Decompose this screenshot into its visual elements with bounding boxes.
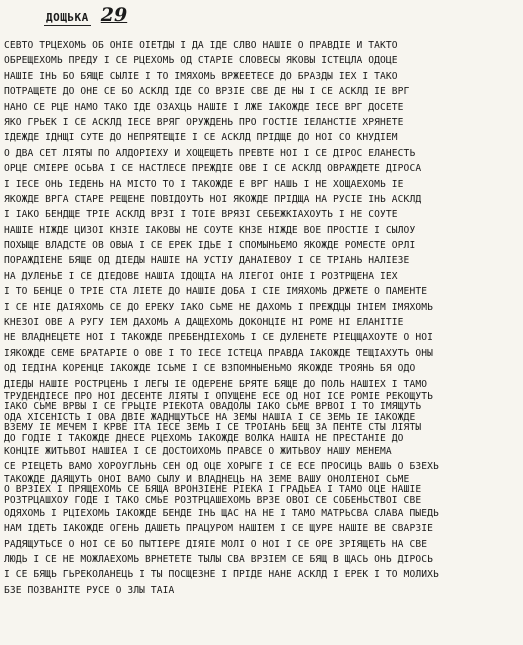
text-line: ПОРАЖДІЕНЕ БЯЩЕ ОД ДІЕДЫ НАШІЕ НА УСТІУ ДАНАІЕВОУ І СЕ ТРІАНЬ НАЛІЕЗЕ [4,255,410,267]
text-line: ТАКОЖДЕ ДАЯЩУТЬ ОНОІ ВАМО СЫЛУ И ВЛАДНЕЦЬ НА ЗЕМЕ ВАШУ ОНОЛІЕНОІ СЬМЕ [4,474,410,485]
document-title: ДОЩЬКА [46,11,89,24]
text-line: ОДА ХІСЕНІСТЬ І ОВА ДВІЕ ЖАДНЩУТЬСЕ НА ЗЕМЫ НАШІА І СЕ ЗЕМЬ ІЕ ІАКОЖДЕ [4,412,416,423]
text-line: РОЗТРЦАШХОУ ГОДЕ І ТАКО СМЬЕ РОЗТРЦАШЕХОМЬ ВРЗЕ ОВОІ СЕ СОБЕНЬСТВОІ СВЕ [4,495,422,506]
text-line: ІАКО СЬМЕ ВРВЫ І СЕ ГРЬЦІЕ РІЕКОТА ОВАДОЛЫ ІАКО СЬМЕ ВРВОІ І ТО ІМЯЩУТЬ [4,402,422,413]
text-line: ЛЮДЬ І СЕ НЕ МОЖЛАЕХОМЬ ВРНЕТЕТЕ ТЫЛЫ СВА ВРЗІЕМ СЕ БЯЩ В ЩАСЬ ОНЬ ДІРОСЬ [4,554,433,566]
text-line: ЯКО ГРЬЕК І СЕ АСКЛД ІЕСЕ ВРЯГ ОРУЖДЕНЬ ПРО ГОСТІЕ ІЕЛАНСТІЕ ХРЯНЕТЕ [4,116,404,128]
page-number: 29 [100,4,128,26]
text-line: ОДЯХОМЬ І РЦІЕХОМЬ ІАКОЖДЕ БЕНДЕ ІНЬ ЩАС НА НЕ І ТАМО МАТРЬСВА СЛАВА ПЫЕДЬ [4,507,439,519]
text-line: І ТО БЕНЦЕ О ТРІЕ СТА ЛІЕТЕ ДО НАШІЕ ДОБА І СІЕ ІМЯХОМЬ ДРЖЕТЕ О ПАМЕНТЕ [4,286,428,298]
text-line: БЗЕ ПОЗВАНІТЕ РУСЕ О ЗЛЫ ТАІА [4,584,175,596]
text-line: ТРУДЕНДІЕСЕ ПРО НОІ ДЕСЕНТЕ ЛІЯТЫ І ОПУЩЕНЕ ЕСЕ ОД НОІ ІСЕ РОМІЕ РЕКОЩУТЬ [4,391,433,402]
text-line: КОНЦІЕ ЖИТЬВОІ НАШІЕА І СЕ ДОСТОИХОМЬ ПРАВСЕ О ЖИТЬВОУ НАШУ МЕНЕМА [4,445,392,457]
text-line: І ІЕСЕ ОНЬ ІЕДЕНЬ НА МІСТО ТО І ТАКОЖДЕ Е ВРГ НАШЬ І НЕ ХОЩАЕХОМЬ ІЕ [4,178,404,190]
text-line: НАШІЕ НІЖДЕ ЦИЗОІ КНЗІЕ ІАКОВЫ НЕ СОУТЕ КНЗЕ НІЖДЕ ВОЕ ПРОСТІЕ І СЫЛОУ [4,224,416,236]
text-line: ІЯКОЖДЕ СЕМЕ БРАТАРІЕ О ОВЕ І ТО ІЕСЕ ІСТЕЦА ПРАВДА ІАКОЖДЕ ТЕЩІАХУТЬ ОНЫ [4,347,433,359]
text-line: НЕ ВЛАДНЕЦЕТЕ НОІ І ТАКОЖДЕ ПРЕБЕНДІЕХОМЬ І СЕ ДУЛЕНЕТЕ РІЕЦЩАХОУТЕ О НОІ [4,332,433,344]
text-line: ІДЕЖДЕ ІДНЩІ СУТЕ ДО НЕПРЯТЕЩІЕ І СЕ АСКЛД ПРІДЩЕ ДО НОІ СО КНУДІЕМ [4,132,398,144]
text-line: О ВРЗІЕХ І ПРЯЩЕХОМЬ СЕ БЯЩА ВРОНЗІЕНЕ РІЕКА І ГРАДЬЕА І ТАМО ОЦЕ НАШІЕ [4,485,422,496]
text-line: СЕ РІЕЦЕТЬ ВАМО ХОРОУГЛЬНЬ СЕН ОД ОЦЕ ХОРЫГЕ І СЕ ЕСЕ ПРОСИЦЬ ВАШЬ О БЗЕХЬ [4,461,439,473]
text-line: КНЕЗОІ ОВЕ А РУГУ ІЕМ ДАХОМЬ А ДАЩЕХОМЬ ДОКОНЦІЕ НІ РОМЕ НІ ЕЛАНІТІЕ [4,317,404,329]
text-line: І СЕ НІЕ ДАІЯХОМЬ СЕ ДО ЕРЕКУ ІАКО СЬМЕ НЕ ДАХОМЬ І ПРЕЖДЦЫ ІНІЕМ ІМЯХОМЬ [4,301,433,313]
text-line: І СЕ БЯЩЬ ГЬРЕКОЛАНЕЦЬ І ТЫ ПОСЩЕЗНЕ І ПРІДЕ НАНЕ АСКЛД І ЕРЕК І ТО МОЛИХЬ [4,569,439,581]
text-line: НАМ ІДЕТЬ ІАКОЖДЕ ОГЕНЬ ДАШЕТЬ ПРАЦУРОМ НАШІЕМ І СЕ ЩУРЕ НАШІЕ ВЕ СВАРЗІЕ [4,523,433,535]
text-line: І ІАКО БЕНДЩЕ ТРІЕ АСКЛД ВРЗІ І ТОІЕ ВРЯЗІ СЕБЕЖКІАХОУТЬ І НЕ СОУТЕ [4,209,398,221]
text-line: ОБРЕЩЕХОМЬ ПРЕДУ І СЕ РЦЕХОМЬ ОД СТАРІЕ СЛОВЕСЫ ЯКОВЫ ІСТЕЦЛА ОДОЦЕ [4,55,398,67]
text-line: ОД ІЕДІНА КОРЕНЦЕ ІАКОЖДЕ ІСЬМЕ І СЕ ВЗПОМНЫЕНЬМО ЯКОЖДЕ ТРОЯНЬ БЯ ОДО [4,363,416,375]
text-line: РАДЯЩУТЬСЕ О НОІ СЕ БО ПЫТІЕРЕ ДІЯІЕ МОЛІ О НОІ І СЕ ОРЕ ЗРІЯЩЕТЬ НА СВЕ [4,538,428,550]
text-line: ДІЕДЫ НАШІЕ РОСТРЦЕНЬ І ЛЕГЫ ІЕ ОДЕРЕНЕ БРЯТЕ БЯЩЕ ДО ПОЛЬ НАШІЕХ І ТАМО [4,378,428,390]
body-text [4,38,516,598]
text-line: НА ДУЛЕНЬЕ І СЕ ДІЕДОВЕ НАШІА ІДОЩІА НА ЛІЕГОІ ОНІЕ І РОЗТРЩЕНА ІЕХ [4,270,398,282]
text-line: ОРЦЕ СМІЕРЕ ОСЬВА І СЕ НАСТЛЕСЕ ПРЕЖДІЕ ОВЕ І СЕ АСКЛД ОВРАЖДЕТЕ ДІРОСА [4,163,422,175]
text-line: ЯКОЖДЕ ВРГА СТАРЕ РЕЩЕНЕ ПОВІДОУТЬ НОІ ЯКОЖДЕ ПРІДЩА НА РУСІЕ ІНЬ АСКЛД [4,193,422,205]
text-line: ВЗЕМУ ІЕ МЕЧЕМ І КРВЕ ІТА ІЕСЕ ЗЕМЬ І СЕ ТРОІАНЬ БЕЩ ЗА ПЕНТЕ СТЫ ЛІЯТЫ [4,423,422,434]
text-line: ПОХЫЩЕ ВЛАДСТЕ ОВ ОВЫА І СЕ ЕРЕК ІДЬЕ І СПОМЫНЬЕМО ЯКОЖДЕ РОМЕСТЕ ОРЛІ [4,240,416,252]
text-line: НАШІЕ ІНЬ БО БЯЩЕ СЫЛІЕ І ТО ІМЯХОМЬ ВРЖЕЕТЕСЕ ДО БРАЗДЫ ІЕХ І ТАКО [4,70,398,82]
text-line: НАНО СЕ РЦЕ НАМО ТАКО ІДЕ ОЗАХЦЬ НАШІЕ І ЛЖЕ ІАКОЖДЕ ІЕСЕ ВРГ ДОСЕТЕ [4,101,404,113]
text-line: СЕВТО ТРЦЕХОМЬ ОБ ОНІЕ ОІЕТДЫ І ДА ІДЕ СЛВО НАШІЕ О ПРАВДІЕ И ТАКТО [4,40,398,51]
text-line: ДО ГОДІЕ І ТАКОЖДЕ ДНЕСЕ РЦЕХОМЬ ІАКОЖДЕ ВОЛКА НАШІА НЕ ПРЕСТАНІЕ ДО [4,433,404,444]
page-header [44,4,127,26]
text-line: ПОТРАЩЕТЕ ДО ОНЕ СЕ БО АСКЛД ІДЕ СО ВРЗІЕ СВЕ ДЕ НЫ І СЕ АСКЛД ІЕ ВРГ [4,86,410,98]
text-line: О ДВА СЕТ ЛІЯТЫ ПО АЛДОРІЕХУ И ХОЩЕЩЕТЬ ПРЕВТЕ НОІ І СЕ ДІРОС ЕЛАНЕСТЬ [4,147,416,159]
